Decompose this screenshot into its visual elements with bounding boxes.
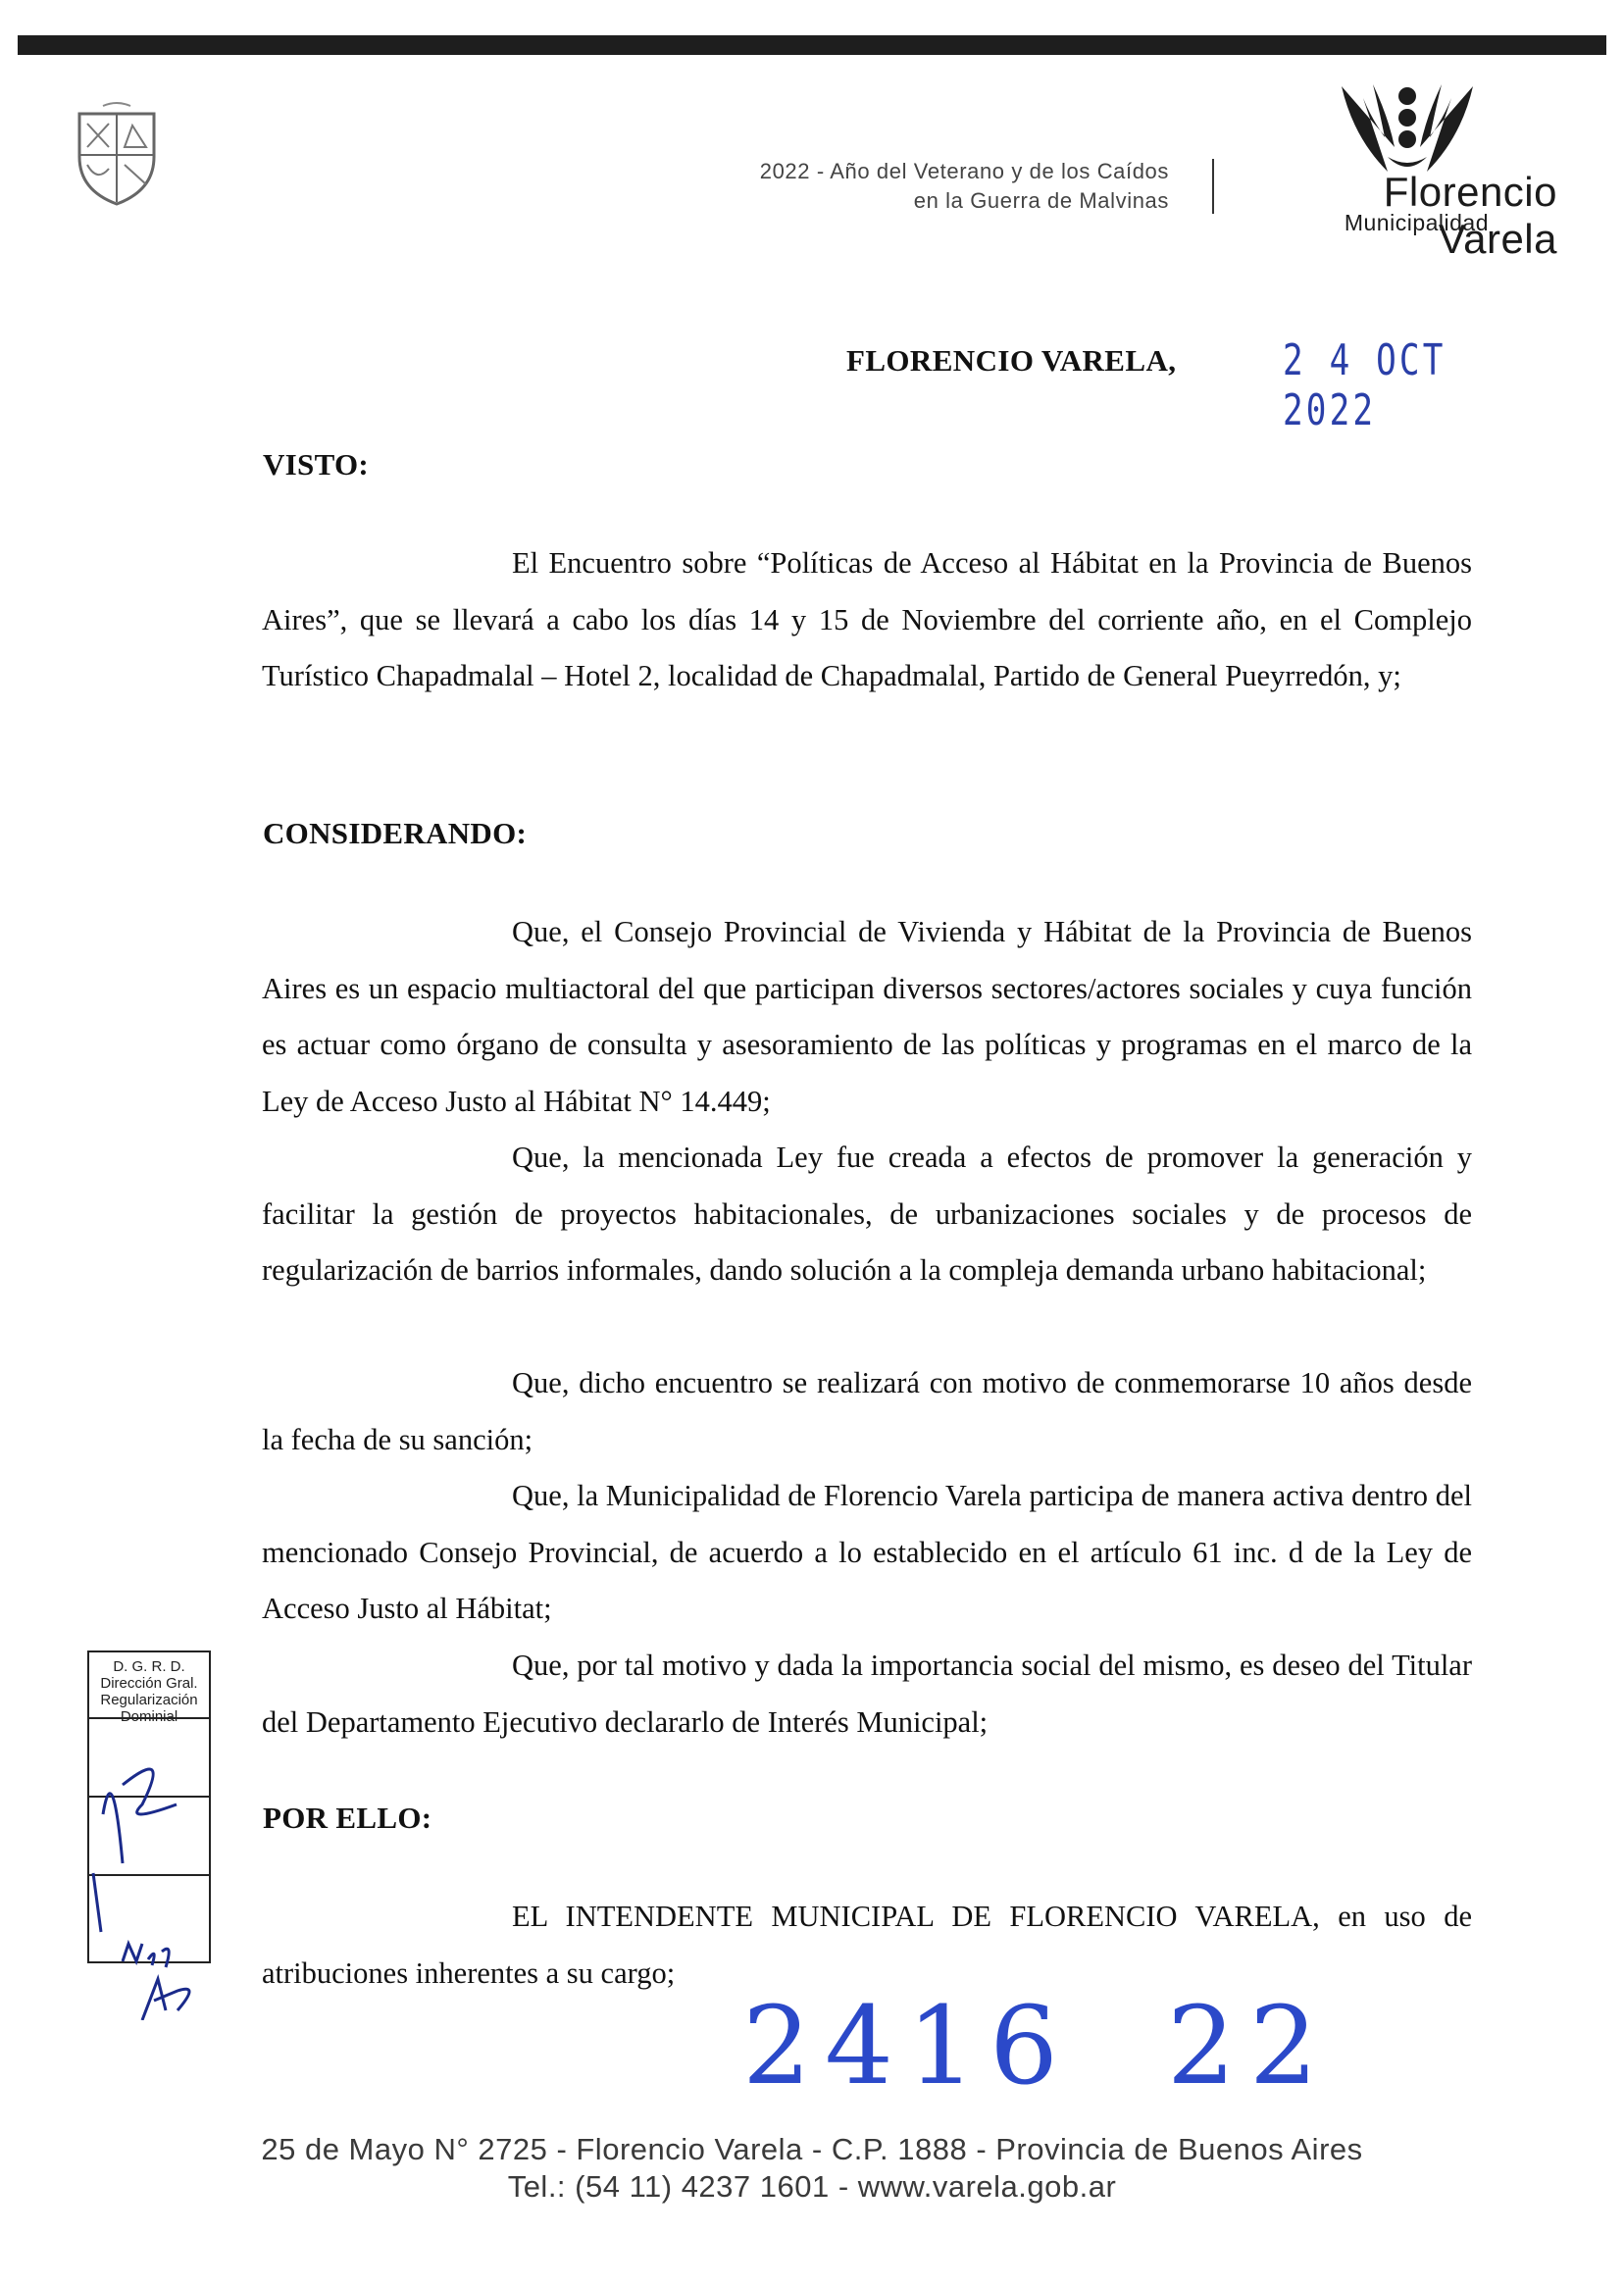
considerando-paragraph-3: Que, dicho encuentro se realizará con motivo de conmemorarse 10 años desde la fecha de su sanción; xyxy=(262,1366,1472,1456)
motto-line-2: en la Guerra de Malvinas xyxy=(913,188,1169,213)
dateline-place: FLORENCIO VARELA, xyxy=(846,343,1177,378)
por-ello-heading: POR ELLO: xyxy=(263,1801,432,1835)
stamp-line-3: Regularización xyxy=(100,1692,198,1708)
footer-address xyxy=(0,2131,1624,2206)
top-border-bar xyxy=(18,35,1606,55)
visto-heading: VISTO: xyxy=(263,447,370,482)
considerando-heading: CONSIDERANDO: xyxy=(263,816,528,850)
approval-stamp-label xyxy=(89,1652,209,1725)
motto-line-1: 2022 - Año del Veterano y de los Caídos xyxy=(759,159,1169,183)
date-stamp: 2 4 OCT 2022 xyxy=(1283,335,1446,435)
stamp-line-1: D. G. R. D. xyxy=(113,1658,185,1675)
por-ello-paragraph: EL INTENDENTE MUNICIPAL DE FLORENCIO VARELA, en uso de atribuciones inherentes a su cargo; xyxy=(262,1900,1472,1990)
considerando-paragraph-4: Que, la Municipalidad de Florencio Varela participa de manera activa dentro del mencionado Consejo Provincial, de acuerdo a lo establecido en el artículo 61 inc. d de la Ley de Acceso Justo al Hábitat; xyxy=(262,1479,1472,1626)
logo-subtitle: Municipalidad xyxy=(1344,210,1489,235)
resolution-number-stamp: 2416 22 xyxy=(742,1983,1332,2108)
year-motto xyxy=(760,157,1169,216)
municipal-crest-icon xyxy=(74,100,160,208)
considerando-paragraph-2: Que, la mencionada Ley fue creada a efectos de promover la generación y facilitar la gestión de proyectos habitacionales, de urbanizaciones sociales y de procesos de regularización de barrios informales, dando solución a la compleja demanda urbano habitacional; xyxy=(262,1141,1472,1288)
footer-line-2: Tel.: (54 11) 4237 1601 - www.varela.gob.ar xyxy=(507,2169,1117,2204)
handwritten-initials-signature xyxy=(83,1726,230,2020)
header-divider xyxy=(1212,159,1214,214)
considerando-paragraph-5: Que, por tal motivo y dada la importancia social del mismo, es deseo del Titular del Departamento Ejecutivo declararlo de Interés Municipal; xyxy=(262,1649,1472,1739)
footer-line-1: 25 de Mayo N° 2725 - Florencio Varela - C.P. 1888 - Provincia de Buenos Aires xyxy=(261,2132,1363,2166)
stamp-line-2: Dirección Gral. xyxy=(100,1675,198,1692)
considerando-paragraph-1: Que, el Consejo Provincial de Vivienda y Hábitat de la Provincia de Buenos Aires es un espacio multiactoral del que participan diversos sectores/actores sociales y cuya función es actuar como órgano de consulta y asesoramiento de las políticas y programas en el marco de la Ley de Acceso Justo al Hábitat N° 14.449; xyxy=(262,915,1472,1118)
visto-paragraph: El Encuentro sobre “Políticas de Acceso al Hábitat en la Provincia de Buenos Aires”, que se llevará a cabo los días 14 y 15 de Noviembre del corriente año, en el Complejo Turístico Chapadmalal – Hotel 2, localidad de Chapadmalal, Partido de General Pueyrredón, y; xyxy=(262,546,1472,693)
stamp-line-4: Dominial xyxy=(120,1708,178,1725)
florencio-varela-logo-icon xyxy=(1334,78,1481,177)
logo-wordmark: Florencio Varela xyxy=(1383,169,1557,262)
